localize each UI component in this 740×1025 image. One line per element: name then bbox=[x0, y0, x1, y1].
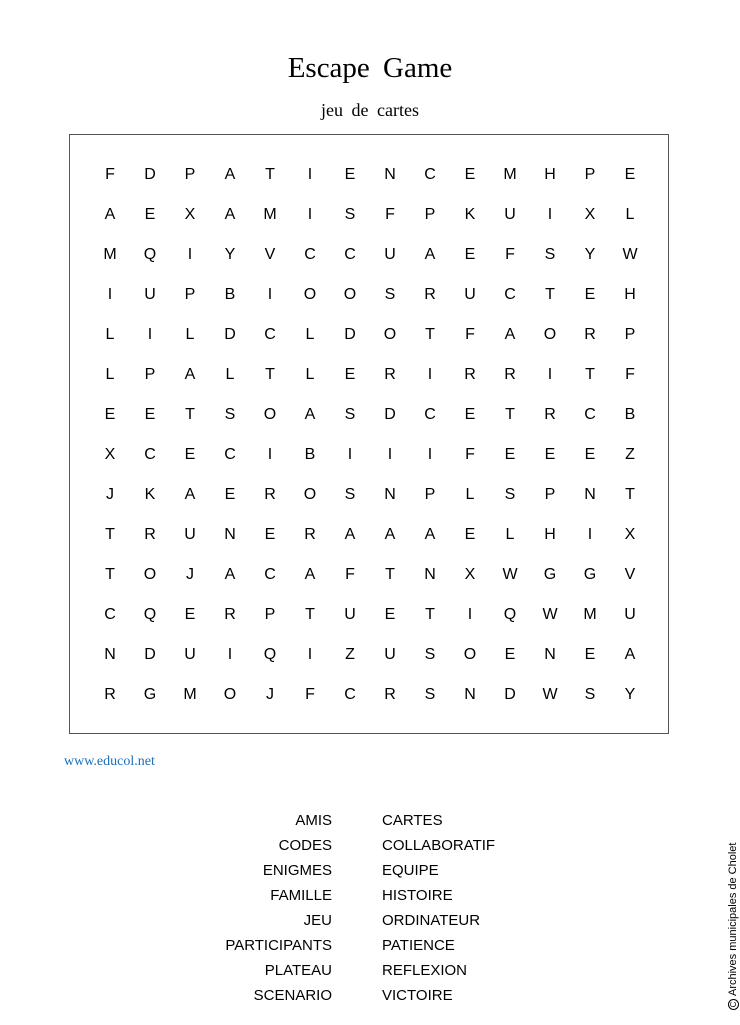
grid-cell: I bbox=[267, 286, 273, 303]
grid-cell: I bbox=[587, 526, 593, 543]
grid-cell: T bbox=[305, 606, 315, 623]
grid-cell: N bbox=[424, 566, 436, 583]
grid-cell: Q bbox=[263, 646, 277, 663]
grid-cell: I bbox=[307, 646, 313, 663]
grid-cell: Y bbox=[584, 246, 596, 263]
grid-cell: Z bbox=[625, 446, 635, 463]
word-list-item: VICTOIRE bbox=[382, 987, 453, 1004]
grid-cell: D bbox=[224, 326, 236, 343]
word-list-item: FAMILLE bbox=[270, 887, 332, 904]
grid-cell: I bbox=[347, 446, 353, 463]
grid-cell: C bbox=[264, 326, 276, 343]
grid-cell: J bbox=[186, 566, 194, 583]
grid-cell: J bbox=[106, 486, 114, 503]
grid-cell: O bbox=[143, 566, 157, 583]
grid-cell: S bbox=[224, 406, 236, 423]
grid-cell: C bbox=[344, 246, 356, 263]
grid-cell: X bbox=[624, 526, 636, 543]
grid-cell: E bbox=[584, 446, 596, 463]
grid-cell: T bbox=[265, 166, 275, 183]
grid-cell: E bbox=[544, 446, 556, 463]
grid-cell: Q bbox=[143, 606, 157, 623]
grid-cell: S bbox=[344, 486, 356, 503]
word-list-item: COLLABORATIF bbox=[382, 837, 496, 854]
grid-cell: S bbox=[344, 406, 356, 423]
grid-cell: Q bbox=[143, 246, 157, 263]
grid-cell: I bbox=[427, 446, 433, 463]
word-list-item: EQUIPE bbox=[382, 862, 439, 879]
grid-cell: E bbox=[224, 486, 236, 503]
grid-cell: T bbox=[425, 606, 435, 623]
grid-cell: D bbox=[144, 646, 156, 663]
grid-cell: O bbox=[543, 326, 557, 343]
word-list-item: CODES bbox=[278, 837, 332, 854]
grid-cell: A bbox=[424, 526, 436, 543]
grid-cell: H bbox=[544, 166, 556, 183]
grid-cell: S bbox=[424, 686, 436, 703]
grid-cell: F bbox=[465, 446, 475, 463]
grid-cell: U bbox=[624, 606, 636, 623]
grid-cell: U bbox=[464, 286, 476, 303]
grid-cell: A bbox=[504, 326, 516, 343]
word-search-frame bbox=[69, 134, 669, 734]
grid-cell: N bbox=[104, 646, 116, 663]
grid-cell: A bbox=[304, 566, 316, 583]
grid-cell: I bbox=[547, 206, 553, 223]
grid-cell: N bbox=[464, 686, 476, 703]
grid-cell: L bbox=[225, 366, 235, 383]
copyright-icon: C bbox=[728, 999, 739, 1010]
grid-cell: R bbox=[544, 406, 556, 423]
grid-cell: O bbox=[263, 406, 277, 423]
grid-cell: W bbox=[542, 686, 558, 703]
grid-cell: C bbox=[264, 566, 276, 583]
grid-cell: I bbox=[307, 206, 313, 223]
grid-cell: O bbox=[303, 486, 317, 503]
grid-cell: J bbox=[266, 686, 274, 703]
grid-cell: M bbox=[263, 206, 277, 223]
grid-cell: U bbox=[384, 646, 396, 663]
grid-cell: T bbox=[105, 566, 115, 583]
grid-cell: Q bbox=[503, 606, 517, 623]
grid-cell: U bbox=[344, 606, 356, 623]
grid-cell: L bbox=[465, 486, 475, 503]
word-list-item: JEU bbox=[303, 912, 332, 929]
grid-cell: E bbox=[144, 206, 156, 223]
page-subtitle: jeu de cartes bbox=[321, 100, 419, 120]
grid-cell: F bbox=[345, 566, 355, 583]
grid-cell: P bbox=[144, 366, 156, 383]
grid-cell: E bbox=[584, 286, 596, 303]
grid-cell: D bbox=[384, 406, 396, 423]
grid-cell: E bbox=[584, 646, 596, 663]
word-list-left bbox=[190, 808, 332, 1008]
word-list-item: PATIENCE bbox=[382, 937, 455, 954]
grid-cell: T bbox=[265, 366, 275, 383]
grid-cell: V bbox=[624, 566, 636, 583]
grid-cell: A bbox=[384, 526, 396, 543]
grid-cell: T bbox=[625, 486, 635, 503]
grid-cell: I bbox=[267, 446, 273, 463]
word-list-item: PLATEAU bbox=[264, 962, 332, 979]
grid-cell: A bbox=[344, 526, 356, 543]
grid-cell: K bbox=[464, 206, 476, 223]
grid-cell: E bbox=[464, 406, 476, 423]
grid-cell: T bbox=[505, 406, 515, 423]
grid-cell: F bbox=[625, 366, 635, 383]
grid-cell: B bbox=[224, 286, 236, 303]
grid-cell: C bbox=[304, 246, 316, 263]
grid-cell: I bbox=[307, 166, 313, 183]
grid-cell: O bbox=[223, 686, 237, 703]
grid-cell: L bbox=[305, 326, 315, 343]
grid-cell: I bbox=[467, 606, 473, 623]
grid-cell: I bbox=[547, 366, 553, 383]
grid-cell: F bbox=[105, 166, 115, 183]
grid-cell: B bbox=[624, 406, 636, 423]
grid-cell: M bbox=[103, 246, 117, 263]
grid-cell: O bbox=[343, 286, 357, 303]
grid-cell: M bbox=[183, 686, 197, 703]
grid-cell: E bbox=[264, 526, 276, 543]
grid-cell: A bbox=[424, 246, 436, 263]
grid-cell: R bbox=[104, 686, 116, 703]
grid-cell: N bbox=[584, 486, 596, 503]
word-list-item: HISTOIRE bbox=[382, 887, 453, 904]
grid-cell: P bbox=[624, 326, 636, 343]
grid-cell: E bbox=[504, 446, 516, 463]
grid-cell: F bbox=[465, 326, 475, 343]
grid-cell: P bbox=[424, 206, 436, 223]
grid-cell: S bbox=[584, 686, 596, 703]
grid-cell: Y bbox=[224, 246, 236, 263]
grid-cell: U bbox=[504, 206, 516, 223]
grid-cell: A bbox=[104, 206, 116, 223]
word-list-item: SCENARIO bbox=[253, 987, 332, 1004]
grid-cell: T bbox=[185, 406, 195, 423]
grid-cell: L bbox=[505, 526, 515, 543]
grid-cell: W bbox=[622, 246, 638, 263]
grid-cell: L bbox=[105, 326, 115, 343]
grid-cell: A bbox=[224, 166, 236, 183]
grid-cell: E bbox=[504, 646, 516, 663]
grid-cell: Y bbox=[624, 686, 636, 703]
grid-cell: A bbox=[224, 206, 236, 223]
grid-cell: O bbox=[383, 326, 397, 343]
grid-cell: X bbox=[184, 206, 196, 223]
grid-cell: R bbox=[504, 366, 516, 383]
grid-cell: C bbox=[584, 406, 596, 423]
grid-cell: P bbox=[424, 486, 436, 503]
grid-cell: L bbox=[305, 366, 315, 383]
grid-cell: X bbox=[464, 566, 476, 583]
word-list-item: AMIS bbox=[295, 812, 332, 829]
grid-cell: I bbox=[387, 446, 393, 463]
grid-cell: S bbox=[424, 646, 436, 663]
grid-cell: F bbox=[385, 206, 395, 223]
grid-cell: C bbox=[344, 686, 356, 703]
grid-cell: C bbox=[424, 406, 436, 423]
grid-cell: U bbox=[184, 646, 196, 663]
grid-cell: G bbox=[543, 566, 557, 583]
grid-cell: E bbox=[464, 166, 476, 183]
grid-cell: I bbox=[147, 326, 153, 343]
grid-cell: I bbox=[107, 286, 113, 303]
grid-cell: U bbox=[384, 246, 396, 263]
grid-cell: T bbox=[585, 366, 595, 383]
grid-cell: N bbox=[544, 646, 556, 663]
grid-cell: A bbox=[184, 366, 196, 383]
grid-cell: A bbox=[624, 646, 636, 663]
grid-cell: W bbox=[502, 566, 518, 583]
grid-cell: F bbox=[305, 686, 315, 703]
grid-cell: N bbox=[224, 526, 236, 543]
grid-cell: D bbox=[144, 166, 156, 183]
grid-cell: G bbox=[583, 566, 597, 583]
grid-cell: C bbox=[144, 446, 156, 463]
grid-cell: U bbox=[184, 526, 196, 543]
grid-cell: P bbox=[544, 486, 556, 503]
grid-cell: R bbox=[224, 606, 236, 623]
grid-cell: E bbox=[104, 406, 116, 423]
grid-cell: C bbox=[104, 606, 116, 623]
grid-cell: B bbox=[304, 446, 316, 463]
grid-cell: H bbox=[544, 526, 556, 543]
grid-cell: C bbox=[224, 446, 236, 463]
grid-cell: P bbox=[584, 166, 596, 183]
grid-cell: M bbox=[503, 166, 517, 183]
grid-cell: R bbox=[584, 326, 596, 343]
grid-cell: E bbox=[344, 366, 356, 383]
grid-cell: S bbox=[544, 246, 556, 263]
word-list-item: ENIGMES bbox=[262, 862, 332, 879]
grid-cell: T bbox=[425, 326, 435, 343]
grid-cell: Z bbox=[345, 646, 355, 663]
page-title: Escape Game bbox=[287, 52, 453, 84]
grid-cell: S bbox=[384, 286, 396, 303]
grid-cell: E bbox=[464, 246, 476, 263]
grid-cell: N bbox=[384, 486, 396, 503]
grid-cell: E bbox=[624, 166, 636, 183]
grid-cell: W bbox=[542, 606, 558, 623]
word-list-item: REFLEXION bbox=[382, 962, 468, 979]
grid-cell: C bbox=[424, 166, 436, 183]
grid-cell: R bbox=[304, 526, 316, 543]
grid-cell: C bbox=[504, 286, 516, 303]
grid-cell: L bbox=[625, 206, 635, 223]
grid-cell: I bbox=[227, 646, 233, 663]
grid-cell: R bbox=[264, 486, 276, 503]
grid-cell: G bbox=[143, 686, 157, 703]
word-list-right bbox=[382, 808, 582, 1008]
grid-cell: D bbox=[344, 326, 356, 343]
grid-cell: R bbox=[144, 526, 156, 543]
grid-cell: P bbox=[264, 606, 276, 623]
grid-cell: N bbox=[384, 166, 396, 183]
grid-cell: A bbox=[184, 486, 196, 503]
grid-cell: T bbox=[385, 566, 395, 583]
educol-link[interactable]: www.educol.net bbox=[64, 754, 155, 769]
grid-cell: E bbox=[144, 406, 156, 423]
word-list-item: ORDINATEUR bbox=[382, 912, 481, 929]
word-list-item: CARTES bbox=[382, 812, 443, 829]
grid-cell: T bbox=[105, 526, 115, 543]
grid-cell: L bbox=[185, 326, 195, 343]
word-list-item: PARTICIPANTS bbox=[225, 937, 332, 954]
grid-cell: R bbox=[384, 366, 396, 383]
grid-cell: R bbox=[464, 366, 476, 383]
grid-cell: E bbox=[344, 166, 356, 183]
grid-cell: P bbox=[184, 166, 196, 183]
grid-cell: I bbox=[427, 366, 433, 383]
grid-cell: V bbox=[264, 246, 276, 263]
grid-cell: A bbox=[224, 566, 236, 583]
grid-cell: M bbox=[583, 606, 597, 623]
grid-cell: H bbox=[624, 286, 636, 303]
grid-cell: A bbox=[304, 406, 316, 423]
credit-line bbox=[727, 843, 739, 1010]
grid-cell: O bbox=[303, 286, 317, 303]
grid-cell: R bbox=[424, 286, 436, 303]
grid-cell: I bbox=[187, 246, 193, 263]
grid-cell: P bbox=[184, 286, 196, 303]
grid-cell: T bbox=[545, 286, 555, 303]
grid-cell: L bbox=[105, 366, 115, 383]
grid-cell: O bbox=[463, 646, 477, 663]
grid-cell: D bbox=[504, 686, 516, 703]
grid-cell: X bbox=[104, 446, 116, 463]
grid-cell: E bbox=[464, 526, 476, 543]
grid-cell: S bbox=[344, 206, 356, 223]
grid-cell: X bbox=[584, 206, 596, 223]
grid-cell: E bbox=[184, 606, 196, 623]
credit-text: Archives municipales de Cholet bbox=[727, 842, 739, 996]
grid-cell: S bbox=[504, 486, 516, 503]
grid-cell: U bbox=[144, 286, 156, 303]
grid-cell: K bbox=[144, 486, 156, 503]
grid-cell: R bbox=[384, 686, 396, 703]
grid-cell: E bbox=[184, 446, 196, 463]
grid-cell: E bbox=[384, 606, 396, 623]
word-search-grid bbox=[90, 155, 650, 715]
grid-cell: F bbox=[505, 246, 515, 263]
